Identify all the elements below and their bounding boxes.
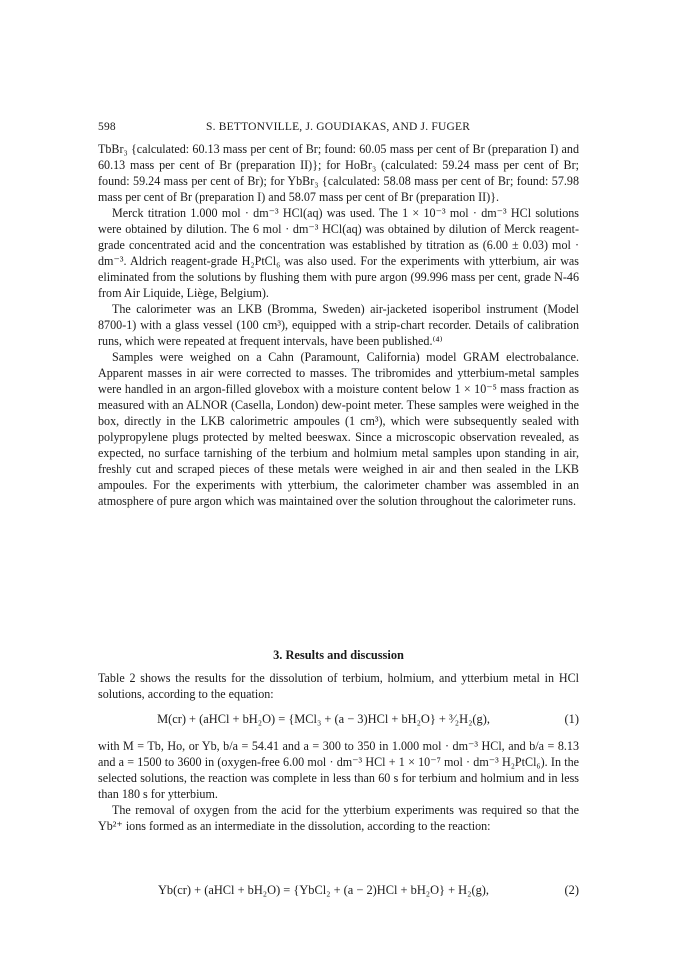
equation-2-number: (2) [564, 883, 579, 897]
paragraph-bromide-analysis: TbBr₃ {calculated: 60.13 mass per cent of Br; found: 60.05 mass per cent of Br (preparation I) and 60.13 mass per cent of Br (preparation II)}; for HoBr₃ (calculated: 59.24 mass per cent of Br; found: 59.24 mass per cent of Br); for YbBr₃ {calculated: 58.08 mass per cent of Br; found: 57.98 mass per cent of Br (preparation I) and 58.07 mass per cent of Br (preparation II)}. [98, 142, 579, 204]
equation-1 [98, 712, 579, 730]
paragraph-conditions: with M = Tb, Ho, or Yb, b/a = 54.41 and a = 300 to 350 in 1.000 mol · dm⁻³ HCl, and b/a = 8.13 and a = 1500 to 3600 in (oxygen-free 6.00 mol · dm⁻³ HCl + 1 × 10⁻⁷ mol · dm⁻³ H₂PtCl₆). In the selected solutions, the reaction was complete in less than 60 s for terbium and holmium and in less than 180 s for ytterbium. [98, 739, 579, 801]
page-number: 598 [98, 121, 116, 133]
equation-1-expression: M(cr) + (aHCl + bH₂O) = {MCl₃ + (a − 3)HCl + bH₂O} + ³⁄₂H₂(g), [157, 712, 490, 726]
results-text-block [98, 738, 579, 834]
equation-2-expression: Yb(cr) + (aHCl + bH₂O) = {YbCl₂ + (a − 2)HCl + bH₂O} + H₂(g), [157, 883, 489, 897]
equation-1-number: (1) [564, 712, 579, 726]
paragraph-samples: Samples were weighed on a Cahn (Paramount, California) model GRAM electrobalance. Apparent masses in air were corrected to masses. The tribromides and ytterbium-metal samples were handled in an argon-filled glovebox with a moisture content below 1 × 10⁻⁵ mass fraction as measured with an ALNOR (Casella, London) dew-point meter. These samples were weighed in the box, directly in the LKB calorimetric ampoules (1 cm³), which were subsequently sealed with polypropylene plugs protected by melted beeswax. Since a microscopic observation revealed, as expected, no surface tarnishing of the terbium and holmium metal samples upon standing in air, freshly cut and scraped pieces of these metals were weighed in air and then sealed in the LKB ampoules. For the experiments with ytterbium, the calorimeter chamber was assembled in an atmosphere of pure argon which was maintained over the solution throughout the calorimeter runs. [98, 350, 579, 508]
paragraph-oxygen-removal: The removal of oxygen from the acid for the ytterbium experiments was required so that the Yb²⁺ ions formed as an intermediate in the dissolution, according to the reaction: [98, 803, 579, 833]
results-intro [98, 670, 579, 702]
paragraph-results: Table 2 shows the results for the dissolution of terbium, holmium, and ytterbium metal in HCl solutions, according to the equation: [98, 671, 579, 701]
page-header [98, 121, 578, 137]
paragraph-calorimeter: The calorimeter was an LKB (Bromma, Sweden) air-jacketed isoperibol instrument (Model 8700-1) with a glass vessel (100 cm³), equipped with a strip-chart recorder. Details of calibration runs, which were repeated at frequent intervals, have been published.⁽⁴⁾ [98, 302, 579, 348]
methods-text-block [98, 141, 579, 509]
paragraph-reagents: Merck titration 1.000 mol · dm⁻³ HCl(aq) was used. The 1 × 10⁻³ mol · dm⁻³ HCl solutions were obtained by dilution. The 6 mol · dm⁻³ HCl(aq) was obtained by dilution of Merck reagent-grade concentrated acid and the concentration was established by titration as (6.00 ± 0.03) mol · dm⁻³. Aldrich reagent-grade H₂PtCl₆ was also used. For the experiments with ytterbium, air was eliminated from the solutions by flushing them with pure argon (99.996 mass per cent, grade N-46 from Air Liquide, Liège, Belgium). [98, 206, 579, 300]
section-heading: 3. Results and discussion [273, 648, 404, 662]
running-title: S. BETTONVILLE, J. GOUDIAKAS, AND J. FUGER [206, 121, 471, 133]
equation-2 [98, 883, 579, 901]
